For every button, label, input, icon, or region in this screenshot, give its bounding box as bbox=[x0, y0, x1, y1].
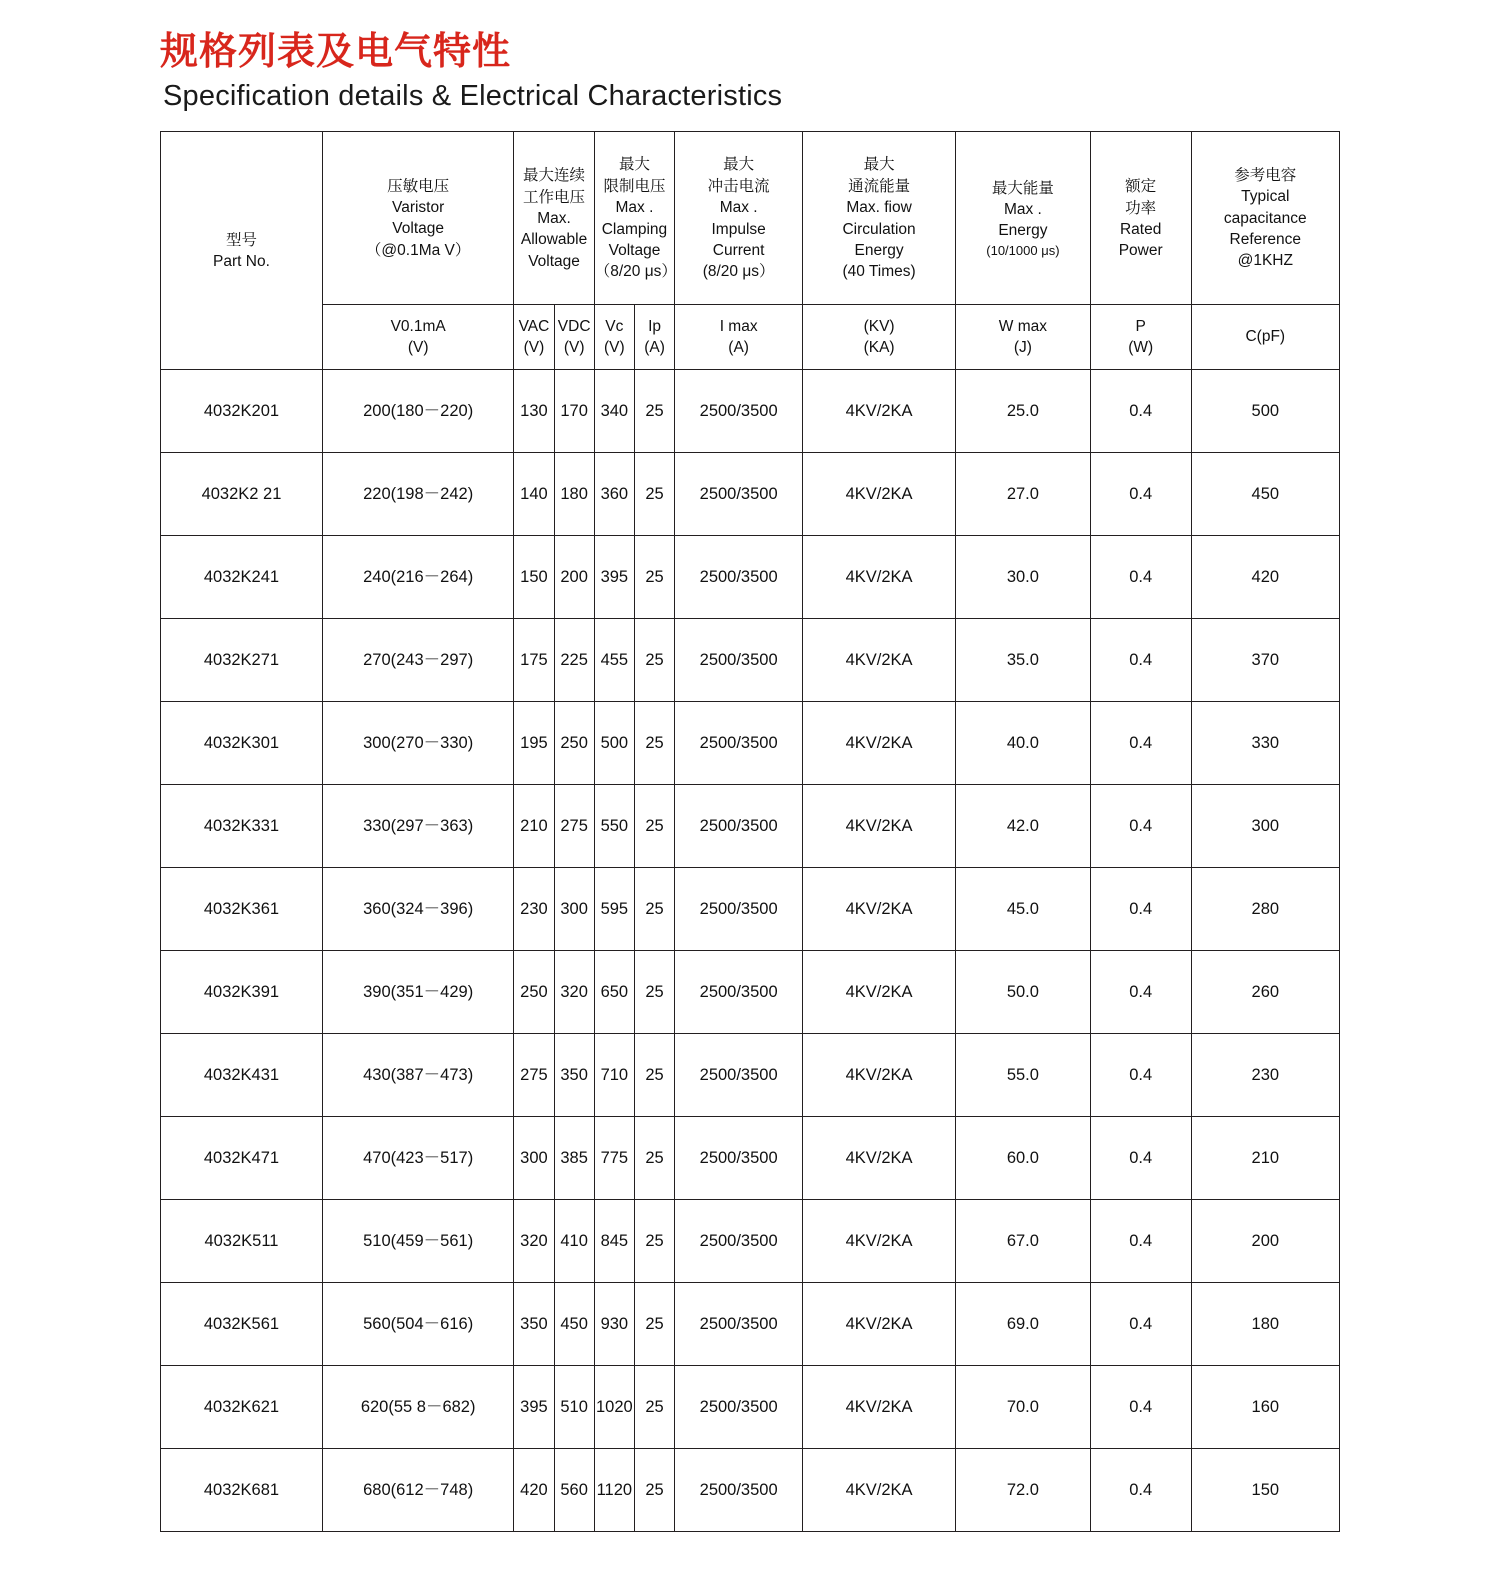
cell-vac: 210 bbox=[514, 785, 554, 868]
cell-rated-power: 0.4 bbox=[1090, 1449, 1191, 1532]
header-max-circ-en-2: Circulation bbox=[842, 220, 916, 238]
cell-imax: 2500/3500 bbox=[675, 1366, 803, 1449]
header-rated-power-zh-2: 功率 bbox=[1125, 198, 1157, 217]
cell-imax: 2500/3500 bbox=[675, 370, 803, 453]
cell-varistor-voltage: 510(459－561) bbox=[322, 1200, 513, 1283]
header-max-impulse-en-3: Current bbox=[712, 242, 765, 259]
cell-varistor-voltage: 200(180－220) bbox=[322, 370, 513, 453]
header-max-impulse-cond: (8/20 μs） bbox=[702, 263, 775, 281]
cell-vac: 320 bbox=[514, 1200, 554, 1283]
header-max-energy-en-1: Max . bbox=[1003, 200, 1042, 218]
table-row bbox=[161, 1200, 1340, 1283]
cell-clamping-voltage: 360 bbox=[594, 453, 634, 536]
cell-circulation-energy: 4KV/2KA bbox=[803, 951, 956, 1034]
cell-rated-power: 0.4 bbox=[1090, 868, 1191, 951]
cell-rated-power: 0.4 bbox=[1090, 1366, 1191, 1449]
cell-circulation-energy: 4KV/2KA bbox=[803, 1366, 956, 1449]
table-row bbox=[161, 1449, 1340, 1532]
cell-capacitance: 500 bbox=[1191, 370, 1339, 453]
cell-impulse-ip: 25 bbox=[634, 1449, 674, 1532]
header-varistor-voltage-en-1: Varistor bbox=[392, 198, 445, 216]
header-max-circ-cond: (40 Times) bbox=[842, 263, 916, 281]
cell-max-energy: 25.0 bbox=[956, 370, 1091, 453]
cell-circulation-energy: 4KV/2KA bbox=[803, 619, 956, 702]
table-row bbox=[161, 536, 1340, 619]
header-max-clamping-en-3: Voltage bbox=[608, 242, 661, 259]
cell-clamping-voltage: 340 bbox=[594, 370, 634, 453]
unit-power-symbol: P bbox=[1135, 317, 1146, 335]
cell-max-energy: 67.0 bbox=[956, 1200, 1091, 1283]
cell-part-no: 4032K561 bbox=[161, 1283, 323, 1366]
cell-part-no: 4032K511 bbox=[161, 1200, 323, 1283]
cell-circulation-energy: 4KV/2KA bbox=[803, 702, 956, 785]
cell-vdc: 560 bbox=[554, 1449, 594, 1532]
cell-circulation-energy: 4KV/2KA bbox=[803, 1034, 956, 1117]
table-row bbox=[161, 868, 1340, 951]
cell-max-energy: 42.0 bbox=[956, 785, 1091, 868]
cell-vac: 230 bbox=[514, 868, 554, 951]
cell-capacitance: 260 bbox=[1191, 951, 1339, 1034]
header-max-energy bbox=[956, 132, 1091, 305]
unit-vc-symbol: Vc bbox=[605, 317, 624, 335]
header-varistor-voltage-cond: （@0.1Ma V） bbox=[365, 241, 471, 259]
cell-varistor-voltage: 360(324－396) bbox=[322, 868, 513, 951]
unit-vc-unit: (V) bbox=[604, 339, 625, 356]
table-body bbox=[161, 370, 1340, 1532]
cell-max-energy: 30.0 bbox=[956, 536, 1091, 619]
cell-rated-power: 0.4 bbox=[1090, 536, 1191, 619]
cell-vac: 250 bbox=[514, 951, 554, 1034]
cell-circulation-energy: 4KV/2KA bbox=[803, 453, 956, 536]
cell-clamping-voltage: 775 bbox=[594, 1117, 634, 1200]
cell-vdc: 450 bbox=[554, 1283, 594, 1366]
header-max-allowable-en-3: Voltage bbox=[528, 252, 580, 270]
cell-vdc: 170 bbox=[554, 370, 594, 453]
cell-part-no: 4032K201 bbox=[161, 370, 323, 453]
cell-impulse-ip: 25 bbox=[634, 702, 674, 785]
header-max-clamping-zh-2: 限制电压 bbox=[603, 177, 666, 196]
unit-ka-symbol: (KA) bbox=[863, 339, 895, 356]
cell-circulation-energy: 4KV/2KA bbox=[803, 868, 956, 951]
cell-circulation-energy: 4KV/2KA bbox=[803, 1283, 956, 1366]
header-typ-cap-en-4: @1KHZ bbox=[1237, 252, 1293, 270]
cell-clamping-voltage: 710 bbox=[594, 1034, 634, 1117]
cell-vac: 175 bbox=[514, 619, 554, 702]
header-varistor-voltage-en-2: Voltage bbox=[392, 220, 444, 238]
unit-vc bbox=[594, 305, 634, 370]
cell-clamping-voltage: 1020 bbox=[594, 1366, 634, 1449]
unit-vdc bbox=[554, 305, 594, 370]
cell-clamping-voltage: 550 bbox=[594, 785, 634, 868]
cell-capacitance: 330 bbox=[1191, 702, 1339, 785]
cell-varistor-voltage: 430(387－473) bbox=[322, 1034, 513, 1117]
cell-rated-power: 0.4 bbox=[1090, 1117, 1191, 1200]
cell-vac: 420 bbox=[514, 1449, 554, 1532]
cell-max-energy: 45.0 bbox=[956, 868, 1091, 951]
header-varistor-voltage-zh: 压敏电压 bbox=[387, 176, 450, 195]
cell-imax: 2500/3500 bbox=[675, 1449, 803, 1532]
cell-capacitance: 150 bbox=[1191, 1449, 1339, 1532]
cell-vdc: 510 bbox=[554, 1366, 594, 1449]
cell-imax: 2500/3500 bbox=[675, 1283, 803, 1366]
cell-clamping-voltage: 500 bbox=[594, 702, 634, 785]
cell-clamping-voltage: 930 bbox=[594, 1283, 634, 1366]
table-row bbox=[161, 1366, 1340, 1449]
header-max-clamping-en-1: Max . bbox=[615, 199, 654, 217]
cell-part-no: 4032K681 bbox=[161, 1449, 323, 1532]
cell-rated-power: 0.4 bbox=[1090, 1283, 1191, 1366]
header-max-circulation-energy bbox=[803, 132, 956, 305]
cell-rated-power: 0.4 bbox=[1090, 702, 1191, 785]
table-row bbox=[161, 1117, 1340, 1200]
cell-rated-power: 0.4 bbox=[1090, 453, 1191, 536]
cell-part-no: 4032K471 bbox=[161, 1117, 323, 1200]
cell-capacitance: 450 bbox=[1191, 453, 1339, 536]
cell-vac: 140 bbox=[514, 453, 554, 536]
unit-ip-symbol: Ip bbox=[648, 317, 662, 335]
cell-rated-power: 0.4 bbox=[1090, 1034, 1191, 1117]
unit-capacitance bbox=[1191, 305, 1339, 370]
unit-power bbox=[1090, 305, 1191, 370]
header-max-impulse-zh-1: 最大 bbox=[723, 155, 755, 174]
unit-vac-unit: (V) bbox=[523, 339, 545, 356]
cell-clamping-voltage: 595 bbox=[594, 868, 634, 951]
header-rated-power-en-2: Power bbox=[1118, 242, 1163, 259]
unit-kv-ka bbox=[803, 305, 956, 370]
cell-imax: 2500/3500 bbox=[675, 785, 803, 868]
header-max-circ-en-1: Max. fiow bbox=[846, 199, 912, 217]
cell-impulse-ip: 25 bbox=[634, 370, 674, 453]
header-max-allowable-zh-2: 工作电压 bbox=[523, 187, 586, 206]
cell-vdc: 410 bbox=[554, 1200, 594, 1283]
cell-capacitance: 280 bbox=[1191, 868, 1339, 951]
cell-capacitance: 160 bbox=[1191, 1366, 1339, 1449]
cell-varistor-voltage: 560(504－616) bbox=[322, 1283, 513, 1366]
cell-vdc: 200 bbox=[554, 536, 594, 619]
header-max-allowable-zh-1: 最大连续 bbox=[523, 165, 586, 184]
table-row bbox=[161, 453, 1340, 536]
cell-circulation-energy: 4KV/2KA bbox=[803, 370, 956, 453]
unit-vdc-symbol: VDC bbox=[557, 317, 591, 335]
page-title-english: Specification details & Electrical Characteristics bbox=[163, 80, 783, 112]
cell-part-no: 4032K331 bbox=[161, 785, 323, 868]
header-typ-cap-zh: 参考电容 bbox=[1234, 166, 1297, 185]
cell-circulation-energy: 4KV/2KA bbox=[803, 785, 956, 868]
header-max-allowable-en-1: Max. bbox=[537, 209, 571, 227]
header-rated-power-en-1: Rated bbox=[1119, 220, 1162, 238]
cell-imax: 2500/3500 bbox=[675, 536, 803, 619]
unit-wmax-unit: (J) bbox=[1013, 339, 1032, 356]
header-max-circ-en-3: Energy bbox=[854, 242, 904, 259]
cell-capacitance: 230 bbox=[1191, 1034, 1339, 1117]
cell-impulse-ip: 25 bbox=[634, 536, 674, 619]
header-max-energy-en-2: Energy bbox=[998, 222, 1048, 240]
unit-imax-unit: (A) bbox=[728, 339, 749, 356]
header-part-no-en: Part No. bbox=[213, 252, 270, 270]
cell-part-no: 4032K2 21 bbox=[161, 453, 323, 536]
cell-varistor-voltage: 620(55 8－682) bbox=[322, 1366, 513, 1449]
table-row bbox=[161, 702, 1340, 785]
cell-max-energy: 35.0 bbox=[956, 619, 1091, 702]
cell-vdc: 275 bbox=[554, 785, 594, 868]
cell-max-energy: 55.0 bbox=[956, 1034, 1091, 1117]
cell-max-energy: 27.0 bbox=[956, 453, 1091, 536]
unit-wmax bbox=[956, 305, 1091, 370]
cell-impulse-ip: 25 bbox=[634, 785, 674, 868]
cell-max-energy: 70.0 bbox=[956, 1366, 1091, 1449]
header-max-circ-zh-2: 通流能量 bbox=[848, 177, 911, 196]
header-max-energy-zh: 最大能量 bbox=[991, 178, 1054, 197]
cell-vdc: 385 bbox=[554, 1117, 594, 1200]
table-row bbox=[161, 619, 1340, 702]
page-title-chinese: 规格列表及电气特性 bbox=[160, 29, 512, 73]
cell-vac: 275 bbox=[514, 1034, 554, 1117]
header-row-units bbox=[161, 305, 1340, 370]
cell-vac: 195 bbox=[514, 702, 554, 785]
cell-impulse-ip: 25 bbox=[634, 868, 674, 951]
unit-vdc-unit: (V) bbox=[563, 339, 585, 356]
cell-part-no: 4032K301 bbox=[161, 702, 323, 785]
unit-v01ma bbox=[322, 305, 513, 370]
cell-capacitance: 210 bbox=[1191, 1117, 1339, 1200]
unit-imax-symbol: I max bbox=[719, 317, 758, 335]
cell-capacitance: 370 bbox=[1191, 619, 1339, 702]
cell-part-no: 4032K271 bbox=[161, 619, 323, 702]
cell-capacitance: 180 bbox=[1191, 1283, 1339, 1366]
header-part-no-zh: 型号 bbox=[225, 230, 257, 249]
cell-imax: 2500/3500 bbox=[675, 453, 803, 536]
header-max-clamping-voltage bbox=[594, 132, 677, 305]
header-max-clamping-cond: （8/20 μs） bbox=[594, 263, 677, 281]
cell-varistor-voltage: 270(243－297) bbox=[322, 619, 513, 702]
header-rated-power bbox=[1090, 132, 1191, 305]
unit-vac-symbol: VAC bbox=[518, 317, 550, 335]
header-max-impulse-en-1: Max . bbox=[719, 199, 758, 217]
cell-impulse-ip: 25 bbox=[634, 619, 674, 702]
cell-impulse-ip: 25 bbox=[634, 1117, 674, 1200]
header-typical-capacitance bbox=[1191, 132, 1339, 305]
table-header bbox=[161, 132, 1340, 370]
cell-vac: 395 bbox=[514, 1366, 554, 1449]
cell-impulse-ip: 25 bbox=[634, 1283, 674, 1366]
cell-varistor-voltage: 240(216－264) bbox=[322, 536, 513, 619]
cell-circulation-energy: 4KV/2KA bbox=[803, 1200, 956, 1283]
cell-vac: 300 bbox=[514, 1117, 554, 1200]
unit-kv-symbol: (KV) bbox=[863, 317, 895, 335]
cell-varistor-voltage: 300(270－330) bbox=[322, 702, 513, 785]
specification-table bbox=[160, 131, 1340, 1532]
cell-imax: 2500/3500 bbox=[675, 619, 803, 702]
cell-imax: 2500/3500 bbox=[675, 1034, 803, 1117]
cell-part-no: 4032K361 bbox=[161, 868, 323, 951]
cell-part-no: 4032K431 bbox=[161, 1034, 323, 1117]
cell-max-energy: 60.0 bbox=[956, 1117, 1091, 1200]
table-row bbox=[161, 1283, 1340, 1366]
unit-v01ma-unit: (V) bbox=[407, 339, 429, 356]
header-rated-power-zh-1: 额定 bbox=[1125, 176, 1157, 195]
header-max-allowable-voltage bbox=[514, 132, 594, 305]
cell-imax: 2500/3500 bbox=[675, 951, 803, 1034]
header-typ-cap-en-3: Reference bbox=[1229, 231, 1302, 248]
cell-varistor-voltage: 390(351－429) bbox=[322, 951, 513, 1034]
cell-vdc: 250 bbox=[554, 702, 594, 785]
unit-vac bbox=[514, 305, 554, 370]
cell-circulation-energy: 4KV/2KA bbox=[803, 536, 956, 619]
cell-varistor-voltage: 470(423－517) bbox=[322, 1117, 513, 1200]
unit-imax bbox=[675, 305, 803, 370]
cell-imax: 2500/3500 bbox=[675, 1200, 803, 1283]
cell-vdc: 180 bbox=[554, 453, 594, 536]
header-max-allowable-en-2: Allowable bbox=[520, 231, 588, 249]
header-varistor-voltage bbox=[322, 132, 513, 305]
cell-rated-power: 0.4 bbox=[1090, 951, 1191, 1034]
cell-vdc: 320 bbox=[554, 951, 594, 1034]
cell-capacitance: 200 bbox=[1191, 1200, 1339, 1283]
cell-varistor-voltage: 220(198－242) bbox=[322, 453, 513, 536]
table-row bbox=[161, 1034, 1340, 1117]
table-row bbox=[161, 951, 1340, 1034]
header-typ-cap-en-2: capacitance bbox=[1223, 209, 1307, 227]
cell-clamping-voltage: 455 bbox=[594, 619, 634, 702]
header-part-no bbox=[161, 132, 323, 370]
header-row-groups bbox=[161, 132, 1340, 305]
table-row bbox=[161, 785, 1340, 868]
header-max-impulse-en-2: Impulse bbox=[711, 220, 766, 238]
cell-vdc: 225 bbox=[554, 619, 594, 702]
cell-rated-power: 0.4 bbox=[1090, 785, 1191, 868]
cell-impulse-ip: 25 bbox=[634, 1366, 674, 1449]
cell-imax: 2500/3500 bbox=[675, 702, 803, 785]
cell-rated-power: 0.4 bbox=[1090, 370, 1191, 453]
unit-power-unit: (W) bbox=[1128, 339, 1154, 356]
cell-clamping-voltage: 650 bbox=[594, 951, 634, 1034]
header-max-circ-zh-1: 最大 bbox=[863, 155, 895, 174]
cell-part-no: 4032K241 bbox=[161, 536, 323, 619]
cell-imax: 2500/3500 bbox=[675, 1117, 803, 1200]
unit-ip bbox=[634, 305, 674, 370]
cell-rated-power: 0.4 bbox=[1090, 619, 1191, 702]
header-typ-cap-en-1: Typical bbox=[1241, 188, 1290, 206]
cell-part-no: 4032K621 bbox=[161, 1366, 323, 1449]
cell-vac: 150 bbox=[514, 536, 554, 619]
table-row bbox=[161, 370, 1340, 453]
cell-capacitance: 300 bbox=[1191, 785, 1339, 868]
cell-impulse-ip: 25 bbox=[634, 951, 674, 1034]
cell-imax: 2500/3500 bbox=[675, 868, 803, 951]
header-max-impulse-zh-2: 冲击电流 bbox=[707, 177, 770, 196]
unit-capacitance-symbol: C(pF) bbox=[1245, 328, 1286, 346]
cell-vac: 130 bbox=[514, 370, 554, 453]
cell-max-energy: 69.0 bbox=[956, 1283, 1091, 1366]
cell-vac: 350 bbox=[514, 1283, 554, 1366]
cell-rated-power: 0.4 bbox=[1090, 1200, 1191, 1283]
header-max-clamping-zh-1: 最大 bbox=[618, 155, 650, 174]
cell-vdc: 350 bbox=[554, 1034, 594, 1117]
cell-varistor-voltage: 680(612－748) bbox=[322, 1449, 513, 1532]
cell-varistor-voltage: 330(297－363) bbox=[322, 785, 513, 868]
unit-v01ma-symbol: V0.1mA bbox=[390, 317, 446, 335]
cell-max-energy: 50.0 bbox=[956, 951, 1091, 1034]
cell-circulation-energy: 4KV/2KA bbox=[803, 1117, 956, 1200]
cell-max-energy: 40.0 bbox=[956, 702, 1091, 785]
unit-wmax-symbol: W max bbox=[998, 317, 1047, 335]
cell-part-no: 4032K391 bbox=[161, 951, 323, 1034]
cell-clamping-voltage: 395 bbox=[594, 536, 634, 619]
header-max-clamping-en-2: Clamping bbox=[601, 220, 668, 238]
unit-ip-unit: (A) bbox=[644, 339, 665, 356]
cell-clamping-voltage: 1120 bbox=[594, 1449, 634, 1532]
cell-circulation-energy: 4KV/2KA bbox=[803, 1449, 956, 1532]
cell-capacitance: 420 bbox=[1191, 536, 1339, 619]
cell-impulse-ip: 25 bbox=[634, 453, 674, 536]
cell-impulse-ip: 25 bbox=[634, 1034, 674, 1117]
cell-impulse-ip: 25 bbox=[634, 1200, 674, 1283]
cell-clamping-voltage: 845 bbox=[594, 1200, 634, 1283]
header-max-impulse-current bbox=[675, 132, 803, 305]
cell-max-energy: 72.0 bbox=[956, 1449, 1091, 1532]
header-max-energy-cond: (10/1000 μs) bbox=[986, 242, 1060, 258]
cell-vdc: 300 bbox=[554, 868, 594, 951]
